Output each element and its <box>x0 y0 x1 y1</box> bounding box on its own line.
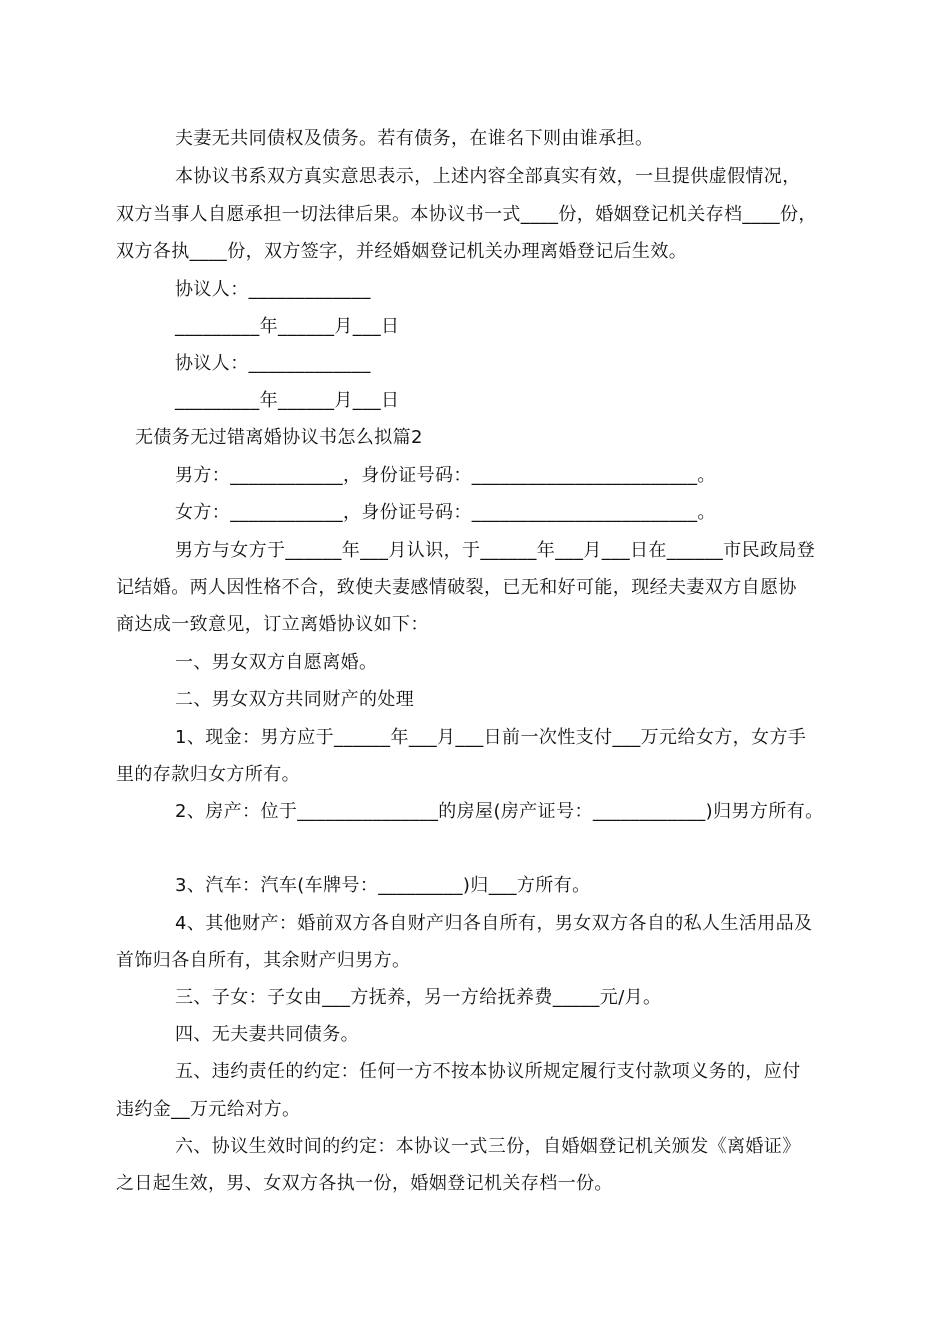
paragraph-line: 六、协议生效时间的约定：本协议一式三份，自婚姻登记机关颁发《离婚证》 <box>175 1136 801 1157</box>
paragraph-line: 里的存款归女方所有。 <box>116 764 300 785</box>
paragraph-line: 2、房产：位于_______________的房屋(房产证号：____________)归男方所有。 <box>175 801 824 822</box>
paragraph-line: 男方与女方于______年___月认识，于______年___月___日在______市民政局登 <box>175 540 816 561</box>
paragraph-line: 女方：____________，身份证号码：________________________。 <box>175 502 716 523</box>
date-line: _________年______月___日 <box>175 316 400 337</box>
paragraph-line: 违约金__万元给对方。 <box>116 1099 301 1120</box>
paragraph-line: 五、违约责任的约定：任何一方不按本协议所规定履行支付款项义务的，应付 <box>175 1061 801 1082</box>
paragraph-line: 3、汽车：汽车(车牌号：_________)归___方所有。 <box>175 875 591 896</box>
paragraph-line: 记结婚。两人因性格不合，致使夫妻感情破裂，已无和好可能，现经夫妻双方自愿协 <box>116 577 797 598</box>
paragraph-line: 男方：____________，身份证号码：________________________。 <box>175 465 716 486</box>
paragraph-line: 本协议书系双方真实意思表示，上述内容全部真实有效，一旦提供虚假情况， <box>175 166 801 187</box>
paragraph-line: 4、其他财产：婚前双方各自财产归各自所有，男女双方各自的私人生活用品及 <box>175 913 813 934</box>
paragraph-line: 双方当事人自愿承担一切法律后果。本协议书一式____份，婚姻登记机关存档____份， <box>116 204 817 225</box>
paragraph-line: 夫妻无共同债权及债务。若有债务，在谁名下则由谁承担。 <box>175 128 654 149</box>
paragraph-line: 首饰归各自所有，其余财产归男方。 <box>116 950 411 971</box>
paragraph-line: 三、子女：子女由___方抚养，另一方给抚养费_____元/月。 <box>175 987 662 1008</box>
date-line: _________年______月___日 <box>175 390 400 411</box>
paragraph-line: 二、男女双方共同财产的处理 <box>175 689 415 710</box>
paragraph-line: 商达成一致意见，订立离婚协议如下： <box>116 614 429 635</box>
paragraph-line: 双方各执____份，双方签字，并经婚姻登记机关办理离婚登记后生效。 <box>116 241 688 262</box>
paragraph-line: 四、无夫妻共同债务。 <box>175 1024 359 1045</box>
paragraph-line: 1、现金：男方应于______年___月___日前一次性支付___万元给女方，女方手 <box>175 727 807 748</box>
signature-line: 协议人：_____________ <box>175 279 371 300</box>
signature-line: 协议人：_____________ <box>175 353 371 374</box>
section-heading: 无债务无过错离婚协议书怎么拟篇2 <box>135 427 423 448</box>
paragraph-line: 之日起生效，男、女双方各执一份，婚姻登记机关存档一份。 <box>116 1173 613 1194</box>
paragraph-line: 一、男女双方自愿离婚。 <box>175 652 378 673</box>
